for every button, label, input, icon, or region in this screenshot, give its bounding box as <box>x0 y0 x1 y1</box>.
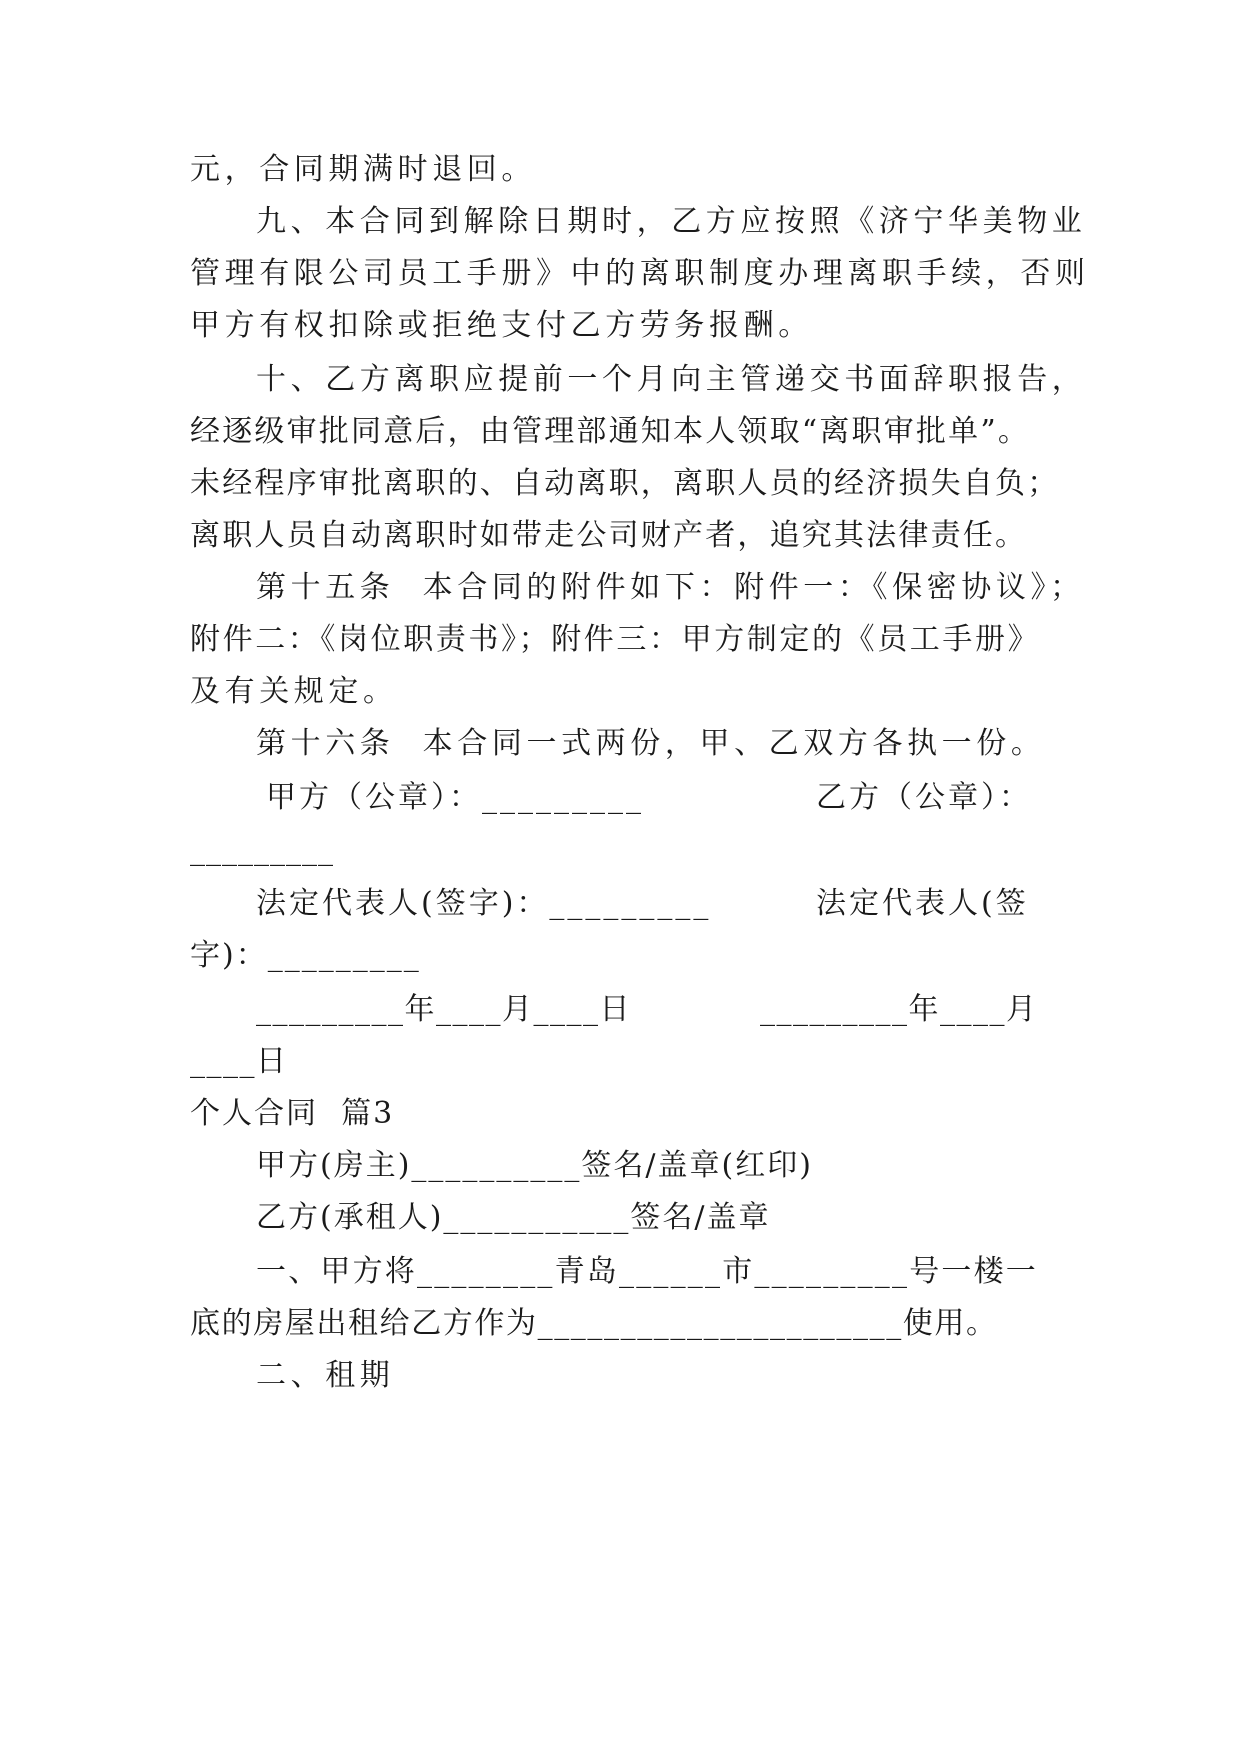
text-line: 及有关规定。 <box>190 674 398 709</box>
text-line: 甲方有权扣除或拒绝支付乙方劳务报酬。 <box>190 308 813 343</box>
signature-party-b-rep: 法定代表人(签 <box>816 886 1029 921</box>
text-line: 离职人员自动离职时如带走公司财产者，追究其法律责任。 <box>190 518 1028 553</box>
text-line: 九、本合同到解除日期时，乙方应按照《济宁华美物业 <box>256 204 1087 239</box>
signature-party-b-seal: 乙方（公章）： <box>816 780 1032 815</box>
signature-party-a-rep: 法定代表人(签字)：_________ <box>256 886 712 921</box>
signature-party-a-seal: 甲方（公章）：_________ <box>266 780 644 815</box>
section-heading: 个人合同 篇3 <box>190 1096 395 1131</box>
text-line: 底的房屋出租给乙方作为______________________使用。 <box>190 1306 998 1341</box>
text-line: _________ <box>190 832 334 867</box>
text-line: 乙方(承租人)___________签名/盖章 <box>256 1200 771 1235</box>
text-line: 甲方(房主)__________签名/盖章(红印) <box>256 1148 813 1183</box>
text-line: 附件二：《岗位职责书》；附件三：甲方制定的《员工手册》 <box>190 622 1041 657</box>
text-line: 经逐级审批同意后，由管理部通知本人领取“离职审批单”。 <box>190 414 1031 449</box>
date-party-b: _________年____月 <box>760 992 1038 1027</box>
text-line: ____日 <box>190 1044 288 1079</box>
text-line: 一、甲方将________青岛______市_________号一楼一 <box>256 1254 1038 1289</box>
text-line: 字)：_________ <box>190 938 421 973</box>
text-line: 第十五条 本合同的附件如下：附件一：《保密协议》； <box>256 570 1085 605</box>
text-line: 未经程序审批离职的、自动离职，离职人员的经济损失自负； <box>190 466 1060 501</box>
text-line: 十、乙方离职应提前一个月向主管递交书面辞职报告， <box>256 362 1087 397</box>
text-line: 元，合同期满时退回。 <box>190 152 536 187</box>
text-line: 二、租期 <box>256 1358 395 1393</box>
text-line: 管理有限公司员工手册》中的离职制度办理离职手续，否则 <box>190 256 1090 291</box>
date-party-a: _________年____月____日 <box>256 992 631 1027</box>
text-line: 第十六条 本合同一式两份，甲、乙双方各执一份。 <box>256 726 1046 761</box>
